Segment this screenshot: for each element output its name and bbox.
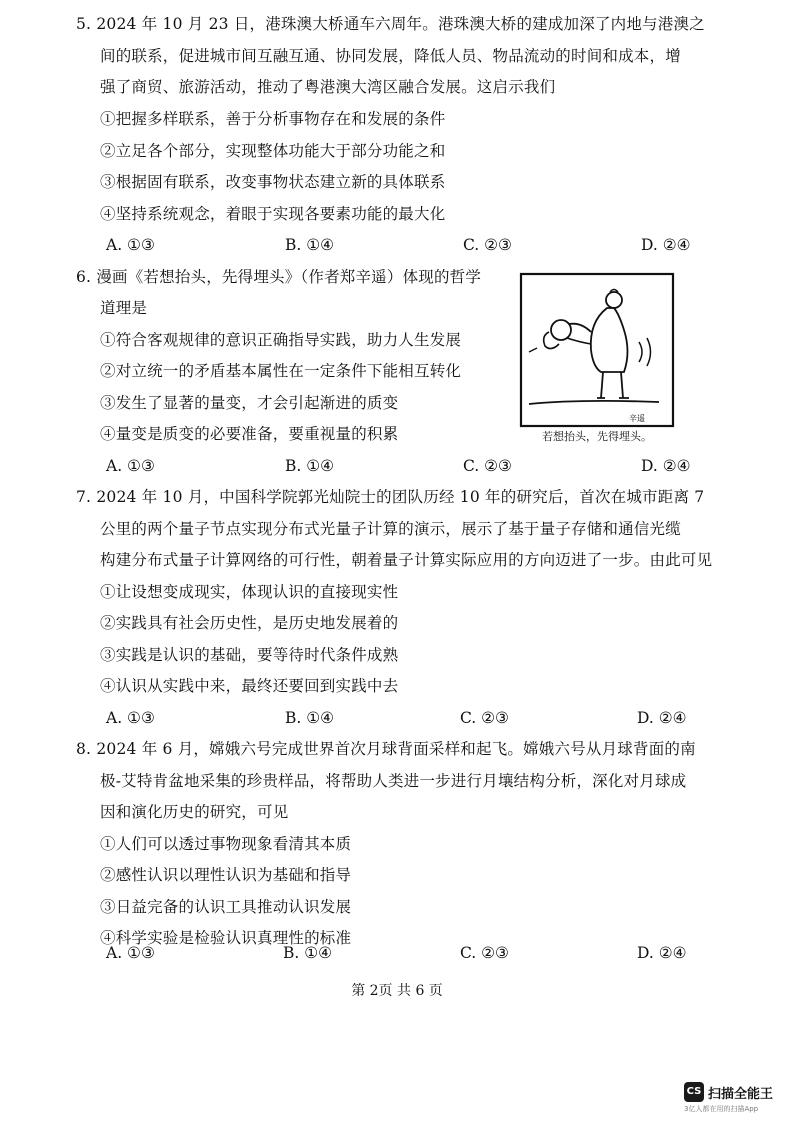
question-stem-line: 8. 2024 年 6 月，嫦娥六号完成世界首次月球背面采样和起飞。嫦娥六号从月球背面的南 <box>76 740 696 758</box>
statement-option: ④量变是质变的必要准备，要重视量的积累 <box>100 425 399 443</box>
choice-d[interactable]: D. ②④ <box>641 236 691 254</box>
scanner-logo-icon: CS <box>684 1082 704 1102</box>
choice-a[interactable]: A. ①③ <box>106 457 155 475</box>
choice-a[interactable]: A. ①③ <box>106 709 155 727</box>
choice-d[interactable]: D. ②④ <box>637 944 687 962</box>
question-stem-line: 公里的两个量子节点实现分布式光量子计算的演示，展示了基于量子存储和通信光缆 <box>100 520 681 538</box>
statement-option: ③实践是认识的基础，要等待时代条件成熟 <box>100 646 399 664</box>
question-stem-line: 构建分布式量子计算网络的可行性，朝着量子计算实际应用的方向迈进了一步。由此可见 <box>100 551 713 569</box>
question-stem-line: 间的联系，促进城市间互融互通、协同发展，降低人员、物品流动的时间和成本，增 <box>100 47 681 65</box>
choice-c[interactable]: C. ②③ <box>460 944 509 962</box>
statement-option: ②实践具有社会历史性，是历史地发展着的 <box>100 614 399 632</box>
statement-option: ④科学实验是检验认识真理性的标准 <box>100 929 352 947</box>
choice-c[interactable]: C. ②③ <box>463 236 512 254</box>
choice-d[interactable]: D. ②④ <box>641 457 691 475</box>
statement-option: ①人们可以透过事物现象看清其本质 <box>100 835 352 853</box>
choice-a[interactable]: A. ①③ <box>106 944 155 962</box>
question-stem-line: 强了商贸、旅游活动，推动了粤港澳大湾区融合发展。这启示我们 <box>100 78 556 96</box>
question-stem-line: 因和演化历史的研究，可见 <box>100 803 289 821</box>
choice-c[interactable]: C. ②③ <box>460 709 509 727</box>
question-stem-line: 7. 2024 年 10 月，中国科学院郭光灿院士的团队历经 10 年的研究后，首次在城市距离 7 <box>76 488 705 506</box>
statement-option: ①符合客观规律的意识正确指导实践，助力人生发展 <box>100 331 462 349</box>
choice-d[interactable]: D. ②④ <box>637 709 687 727</box>
statement-option: ②感性认识以理性认识为基础和指导 <box>100 866 352 884</box>
choice-a[interactable]: A. ①③ <box>106 236 155 254</box>
statement-option: ②立足各个部分，实现整体功能大于部分功能之和 <box>100 142 446 160</box>
statement-option: ③日益完备的认识工具推动认识发展 <box>100 898 352 916</box>
statement-option: ④坚持系统观念，着眼于实现各要素功能的最大化 <box>100 205 446 223</box>
choice-b[interactable]: B. ①④ <box>285 236 335 254</box>
question-stem-line: 6. 漫画《若想抬头，先得埋头》（作者郑辛遥）体现的哲学 <box>76 268 482 286</box>
choice-c[interactable]: C. ②③ <box>463 457 512 475</box>
statement-option: ③根据固有联系，改变事物状态建立新的具体联系 <box>100 173 446 191</box>
cartoon-illustration <box>519 272 675 428</box>
question-stem-line: 道理是 <box>100 299 148 317</box>
statement-option: ④认识从实践中来，最终还要回到实践中去 <box>100 677 399 695</box>
cartoon-signature: 辛遥 <box>629 414 645 423</box>
page-footer: 第 2页 共 6 页 <box>351 983 443 999</box>
statement-option: ①把握多样联系，善于分析事物存在和发展的条件 <box>100 110 446 128</box>
statement-option: ①让设想变成现实，体现认识的直接现实性 <box>100 583 399 601</box>
statement-option: ②对立统一的矛盾基本属性在一定条件下能相互转化 <box>100 362 462 380</box>
statement-option: ③发生了显著的量变，才会引起渐进的质变 <box>100 394 399 412</box>
cartoon-caption: 若想抬头，先得埋头。 <box>542 430 652 443</box>
scanner-app-name: 扫描全能王 <box>708 1087 774 1102</box>
scanner-tagline: 3亿人都在用的扫描App <box>684 1105 759 1113</box>
question-stem-line: 5. 2024 年 10 月 23 日，港珠澳大桥通车六周年。港珠澳大桥的建成加深了内地与港澳之 <box>76 15 705 33</box>
choice-b[interactable]: B. ①④ <box>283 944 333 962</box>
choice-b[interactable]: B. ①④ <box>285 457 335 475</box>
question-stem-line: 极-艾特肯盆地采集的珍贵样品，将帮助人类进一步进行月壤结构分析，深化对月球成 <box>100 772 687 790</box>
scanner-watermark <box>684 1082 788 1118</box>
choice-b[interactable]: B. ①④ <box>285 709 335 727</box>
